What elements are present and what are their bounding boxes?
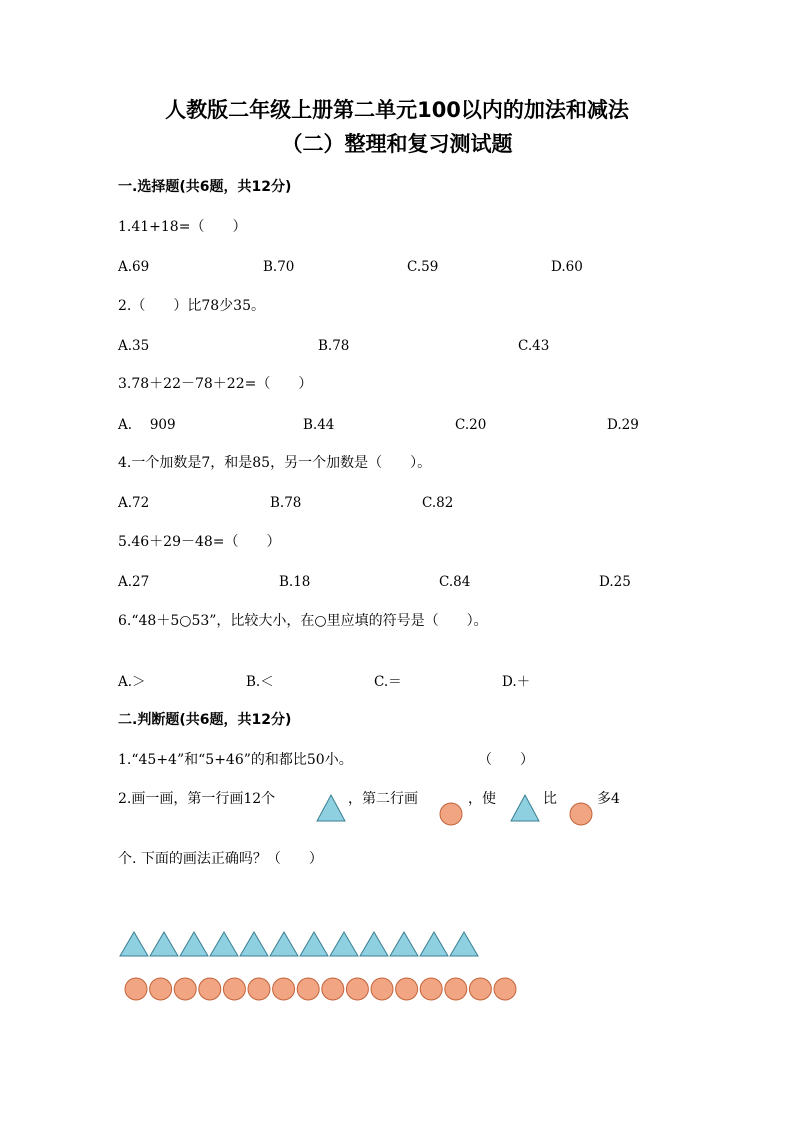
option-4a: A.72 xyxy=(118,495,150,511)
triangle-icon xyxy=(240,932,268,956)
option-1b: B.70 xyxy=(263,259,295,275)
option-3c: C.20 xyxy=(455,417,487,433)
circle-icon xyxy=(396,978,418,1000)
triangle-icon xyxy=(120,932,148,956)
option-1a: A.69 xyxy=(118,259,150,275)
option-2b: B.78 xyxy=(318,338,350,354)
triangle-icon xyxy=(330,932,358,956)
triangle-icon-inline-1 xyxy=(316,794,346,822)
option-6b: B.＜ xyxy=(246,674,274,690)
option-6c: C.＝ xyxy=(374,674,402,690)
judgement-question-2-line2: 个. 下面的画法正确吗？（ ） xyxy=(118,851,323,867)
option-4b: B.78 xyxy=(270,495,302,511)
option-5b: B.18 xyxy=(279,574,311,590)
circle-icon xyxy=(371,978,393,1000)
circle-row xyxy=(124,976,528,1004)
option-6d: D.＋ xyxy=(502,674,531,690)
triangle-icon-inline-2 xyxy=(510,794,540,822)
option-2c: C.43 xyxy=(518,338,550,354)
circle-icon xyxy=(199,978,221,1000)
judgement-question-2-part4: 比 xyxy=(543,791,557,807)
triangle-icon xyxy=(360,932,388,956)
option-5a: A.27 xyxy=(118,574,150,590)
circle-icon xyxy=(223,978,245,1000)
question-2: 2.（ ）比78少35。 xyxy=(118,298,265,314)
circle-icon xyxy=(469,978,491,1000)
question-4: 4.一个加数是7，和是85，另一个加数是（ ）。 xyxy=(118,455,432,471)
circle-icon xyxy=(125,978,147,1000)
option-3b: B.44 xyxy=(303,417,335,433)
judgement-question-2-part3: ，使 xyxy=(468,791,496,807)
option-4c: C.82 xyxy=(422,495,454,511)
circle-icon xyxy=(248,978,270,1000)
circle-icon xyxy=(297,978,319,1000)
section-heading-judgement: 二.判断题(共6题，共12分) xyxy=(118,712,292,728)
circle-icon xyxy=(494,978,516,1000)
title-line-2: （二）整理和复习测试题 xyxy=(281,132,513,156)
option-6a: A.＞ xyxy=(118,674,146,690)
option-3d: D.29 xyxy=(607,417,639,433)
circle-icon-inline-2 xyxy=(569,802,593,826)
circle-icon xyxy=(273,978,295,1000)
circle-icon xyxy=(420,978,442,1000)
question-1: 1.41+18=（ ） xyxy=(118,219,247,235)
circle-icon xyxy=(346,978,368,1000)
option-5d: D.25 xyxy=(599,574,631,590)
judgement-question-2-part5: 多4 xyxy=(597,791,620,807)
triangle-icon xyxy=(420,932,448,956)
title-line-1: 人教版二年级上册第二单元100以内的加法和减法 xyxy=(165,98,629,122)
circle-icon xyxy=(445,978,467,1000)
circle-icon-inline-1 xyxy=(439,802,463,826)
question-5: 5.46＋29－48=（ ） xyxy=(118,534,281,550)
question-6: 6.“48＋5○53”，比较大小，在○里应填的符号是（ ）。 xyxy=(118,613,488,629)
section-heading-choice: 一.选择题(共6题，共12分) xyxy=(118,179,292,195)
triangle-icon xyxy=(210,932,238,956)
triangle-row xyxy=(120,930,490,960)
option-1d: D.60 xyxy=(551,259,583,275)
circle-icon xyxy=(150,978,172,1000)
triangle-icon xyxy=(390,932,418,956)
option-2a: A.35 xyxy=(118,338,150,354)
judgement-question-1: 1.“45+4”和“5+46”的和都比50小。 xyxy=(118,752,353,768)
option-1c: C.59 xyxy=(407,259,439,275)
judgement-question-2-part1: 2.画一画，第一行画12个 xyxy=(118,791,276,807)
judgement-question-2-part2: ，第二行画 xyxy=(348,791,418,807)
option-3a: A. 909 xyxy=(118,417,176,433)
triangle-icon xyxy=(300,932,328,956)
triangle-icon xyxy=(150,932,178,956)
triangle-icon xyxy=(180,932,208,956)
question-3: 3.78＋22－78＋22=（ ） xyxy=(118,376,313,392)
option-5c: C.84 xyxy=(439,574,471,590)
circle-icon xyxy=(322,978,344,1000)
triangle-icon xyxy=(270,932,298,956)
judgement-question-1-answer-blank: （ ） xyxy=(478,752,534,768)
circle-icon xyxy=(174,978,196,1000)
triangle-icon xyxy=(450,932,478,956)
